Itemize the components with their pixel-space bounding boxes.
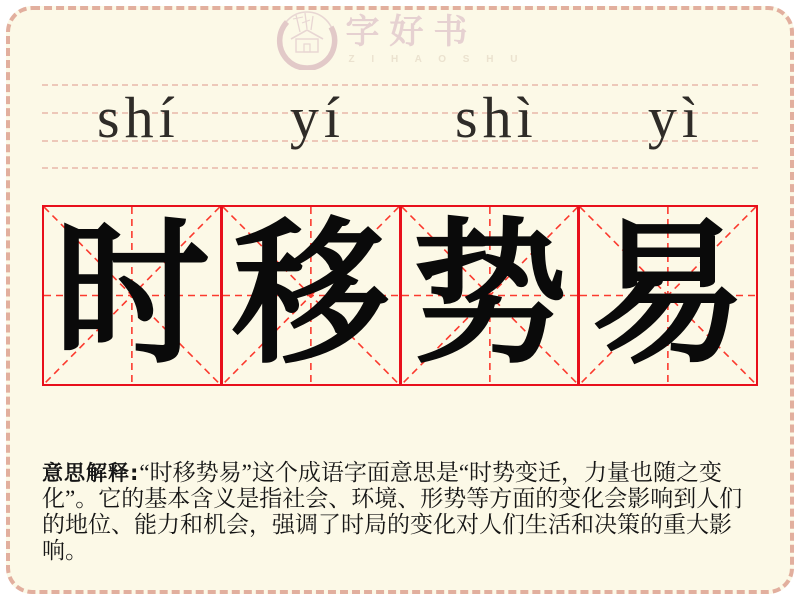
pinyin-syllable: yí xyxy=(289,85,345,150)
pinyin-syllable: shì xyxy=(455,85,538,150)
brand-name-latin: Z I H A O S H U xyxy=(348,53,525,65)
pinyin-syllable: yì xyxy=(647,85,703,150)
character-boxes xyxy=(42,205,758,386)
hanzi-character: 势 xyxy=(411,203,568,385)
character-box xyxy=(42,205,222,386)
character-box xyxy=(221,205,401,386)
explanation-text: “时移势易”这个成语字面意思是“时势变迁，力量也随之变化”。它的基本含义是指社会、环境、形势等方面的变化会影响到人们的地位、能力和机会，强调了时局的变化对人们生活和决策的重大影响。 xyxy=(42,460,743,563)
pinyin-syllable: shí xyxy=(97,85,180,150)
character-box xyxy=(578,205,758,386)
explanation-label: 意思解释: xyxy=(42,461,140,485)
logo-text-block xyxy=(346,14,525,65)
logo xyxy=(0,8,800,70)
brand-name: 字好书 xyxy=(345,13,478,51)
pinyin-row xyxy=(42,76,758,160)
grid-line xyxy=(42,167,758,169)
moon-house-icon xyxy=(276,8,338,70)
explanation-paragraph xyxy=(42,460,760,564)
hanzi-character: 时 xyxy=(53,203,210,385)
hanzi-character: 易 xyxy=(590,203,747,385)
hanzi-character: 移 xyxy=(232,203,389,385)
character-box xyxy=(400,205,580,386)
